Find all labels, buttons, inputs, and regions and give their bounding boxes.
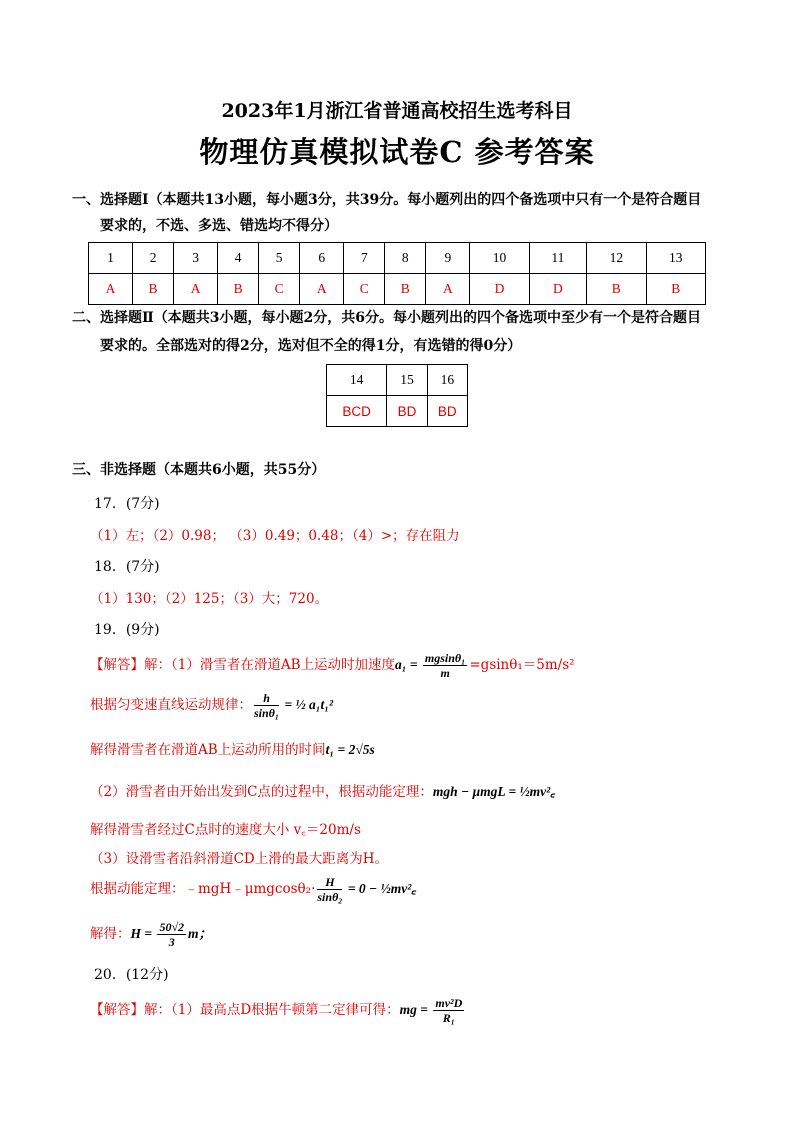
fraction-numerator: H	[317, 875, 342, 890]
q19-line2	[90, 688, 333, 722]
section2-number-row	[327, 365, 468, 396]
q19-line4	[90, 780, 555, 800]
answer-cell: B	[646, 274, 705, 305]
fraction-numerator: mv²D	[435, 996, 463, 1010]
table-cell: 9	[426, 243, 470, 274]
q19-line8-text: 解得：	[90, 926, 131, 942]
fraction-denominator: R₁	[442, 1011, 455, 1025]
q19-line8-eq: H =	[130, 926, 156, 941]
answer-cell: BCD	[327, 396, 387, 427]
q19-line4-text: （2）滑雪者由开始出发到C点的过程中，根据动能定理：	[90, 784, 433, 800]
section1-heading-cont: 要求的，不选、多选、错选均不得分）	[100, 218, 338, 234]
section2-heading-cont: 要求的。全部选对的得2分，选对但不全的得1分，有选错的得0分）	[100, 338, 522, 354]
table-cell: 5	[259, 243, 300, 274]
section2-answer-row	[327, 396, 468, 427]
answer-cell: A	[426, 274, 470, 305]
answer-cell: BD	[427, 396, 467, 427]
q19-line1-text: 【解答】解：（1）滑雪者在滑道AB上运动时加速度	[90, 657, 396, 673]
q19-line6: （3）设滑雪者沿斜滑道CD上滑的最大距离为H。	[90, 851, 389, 867]
q18-answer: （1）130；（2）125；（3）大；720。	[90, 591, 329, 607]
q17-answer: （1）左；（2）0.98； （3）0.49；0.48；（4）>；存在阻力	[90, 528, 460, 544]
answer-cell: B	[218, 274, 259, 305]
table-cell: 16	[427, 365, 467, 396]
fraction-denominator: sinθ₂	[317, 890, 343, 904]
answer-cell: BD	[387, 396, 427, 427]
q19-line8-suffix: m；	[188, 926, 213, 941]
exam-title-line1: 2023年1月浙江省普通高校招生选考科目	[221, 100, 573, 122]
answer-cell: A	[174, 274, 218, 305]
q18-label: 18．(7分)	[94, 559, 160, 575]
fraction-numerator: 50√2	[159, 920, 185, 934]
q20-label: 20．(12分)	[94, 967, 169, 983]
section1-answer-row	[89, 274, 706, 305]
table-cell: 2	[133, 243, 174, 274]
q19-line7	[90, 872, 416, 906]
q19-line2-fraction	[254, 691, 279, 720]
q19-line2-rhs: = ½ a₁t₁²	[281, 697, 333, 712]
q19-line7-fraction	[317, 875, 342, 904]
q19-line4-eq: mgh − μmgL = ½mv²꜀	[432, 784, 555, 799]
q19-line1-suffix: =gsinθ₁＝5m/s²	[469, 657, 575, 673]
q19-line8	[90, 917, 212, 951]
section1-heading: 一、选择题Ⅰ（本题共13小题，每小题3分，共39分。每小题列出的四个备选项中只有一个是符合题目	[72, 192, 702, 208]
section3-heading: 三、非选择题（本题共6小题，共55分）	[72, 462, 326, 478]
answer-cell: B	[133, 274, 174, 305]
q19-line1	[90, 648, 575, 682]
q19-line2-text: 根据匀变速直线运动规律：	[90, 697, 252, 713]
table-cell: 14	[327, 365, 387, 396]
q20-line1-fraction	[433, 996, 464, 1025]
q20-line1-eq: mg =	[399, 1002, 432, 1017]
fraction-numerator: h	[254, 691, 279, 706]
q19-line3	[90, 738, 375, 758]
answer-cell: A	[89, 274, 133, 305]
q19-line1-fraction	[423, 651, 467, 680]
fraction-denominator: 3	[168, 935, 175, 949]
fraction-denominator: m	[440, 666, 450, 680]
answer-cell: B	[587, 274, 646, 305]
table-cell: 13	[646, 243, 705, 274]
section1-number-row	[89, 243, 706, 274]
q19-line3-eq: t₁ = 2√5s	[325, 742, 375, 757]
fraction-denominator: sinθ₁	[254, 706, 280, 720]
table-cell: 3	[174, 243, 218, 274]
table-cell: 15	[387, 365, 427, 396]
answer-cell: A	[300, 274, 344, 305]
table-cell: 8	[385, 243, 426, 274]
q19-line7-text: 根据动能定理：﹣mgH﹣μmgcosθ₂·	[90, 881, 316, 897]
table-cell: 6	[300, 243, 344, 274]
table-cell: 1	[89, 243, 133, 274]
table-cell: 7	[344, 243, 385, 274]
table-cell: 4	[218, 243, 259, 274]
q19-line1-eq-lhs: a₁ =	[395, 657, 421, 672]
q20-line1-text: 【解答】解：（1）最高点D根据牛顿第二定律可得：	[90, 1002, 400, 1018]
section2-answer-table	[326, 364, 468, 427]
answer-cell: B	[385, 274, 426, 305]
answer-cell: C	[259, 274, 300, 305]
q19-line3-text: 解得滑雪者在滑道AB上运动所用的时间	[90, 742, 326, 758]
answer-cell: C	[344, 274, 385, 305]
q19-line5: 解得滑雪者经过C点时的速度大小 v꜀＝20m/s	[90, 822, 361, 838]
fraction-numerator: mgsinθ₁	[424, 651, 466, 665]
table-cell: 12	[587, 243, 646, 274]
q17-label: 17．(7分)	[94, 496, 160, 512]
table-cell: 10	[470, 243, 529, 274]
answer-cell: D	[470, 274, 529, 305]
q20-line1	[90, 993, 466, 1027]
section1-answer-table	[88, 242, 706, 305]
answer-cell: D	[529, 274, 586, 305]
q19-line7-rhs: = 0 − ½mv²꜀	[344, 881, 416, 896]
q19-line8-fraction	[157, 920, 186, 949]
table-cell: 11	[529, 243, 586, 274]
q19-label: 19．(9分)	[94, 622, 160, 638]
exam-title-line2: 物理仿真模拟试卷C 参考答案	[199, 135, 595, 169]
section2-heading: 二、选择题Ⅱ（本题共3小题，每小题2分，共6分。每小题列出的四个备选项中至少有一个是符合题目	[72, 310, 702, 326]
